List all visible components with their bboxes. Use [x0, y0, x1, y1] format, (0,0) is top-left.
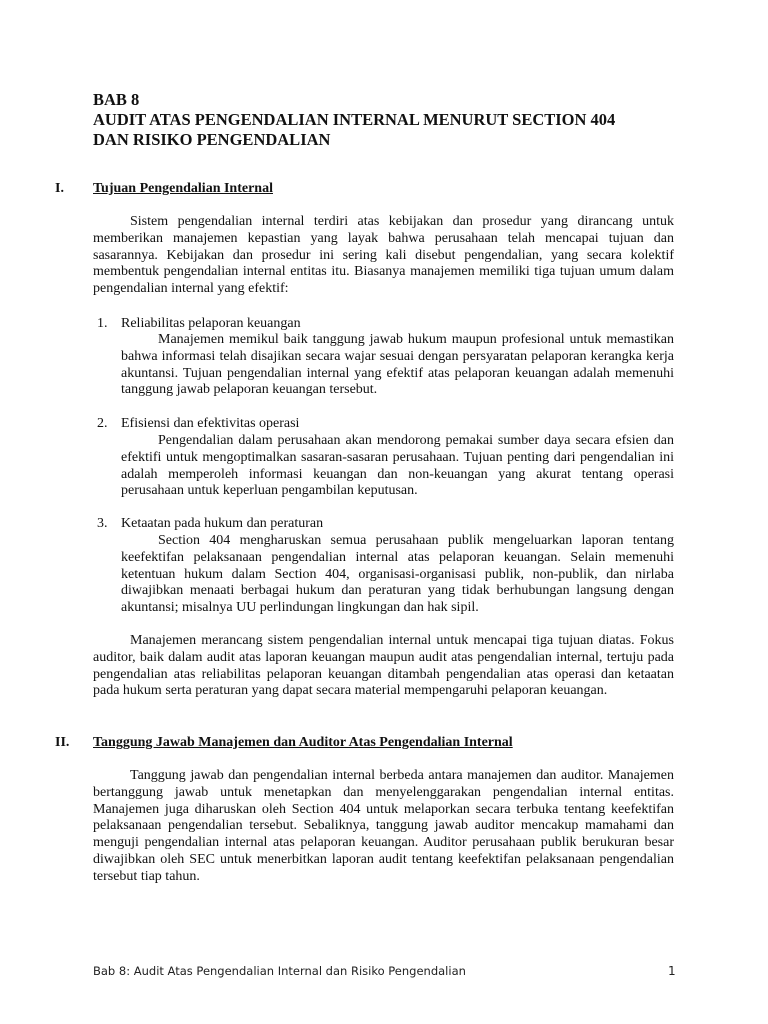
item-2-number: 2. [97, 416, 108, 431]
item-1-body: Manajemen memikul baik tanggung jawab hukum maupun profesional untuk memastikan bahwa informasi telah disajikan secara wajar sesuai dengan persyaratan pelaporan kerangka kerja akuntansi. Tujuan pengendalian internal yang efektif atas pelaporan keuangan adalah memenuhi tanggung jawab pelaporan keuangan tersebut. [121, 332, 674, 398]
item-1-title: Reliabilitas pelaporan keuangan [121, 316, 301, 331]
chapter-number: BAB 8 [93, 90, 140, 109]
chapter-title-line-1: AUDIT ATAS PENGENDALIAN INTERNAL MENURUT SECTION 404 [93, 110, 616, 129]
section-1-intro: Sistem pengendalian internal terdiri atas kebijakan dan prosedur yang dirancang untuk memberikan manajemen kepastian yang layak bahwa perusahaan telah mencapai tujuan dan sasarannya. Kebijakan dan prosedur ini sering kali disebut pengendalian, yang secara kolektif membentuk pengendalian internal entitas itu. Biasanya manajemen memiliki tiga tujuan umum dalam pengendalian internal yang efektif: [93, 214, 674, 297]
page-number: 1 [668, 964, 676, 978]
page-footer: Bab 8: Audit Atas Pengendalian Internal dan Risiko Pengendalian [93, 964, 466, 978]
item-3-body: Section 404 mengharuskan semua perusahaan publik mengeluarkan laporan tentang keefektifan pelaksanaan pengendalian internal atas pelaporan keuangan. Selain memenuhi ketentuan hukum dalam Section 404, organisasi-organisasi publik, non-publik, dan nirlaba diwajibkan menaati berbagai hukum dan peraturan yang tidak berhubungan langsung dengan akuntansi; misalnya UU perlindungan lingkungan dan hak sipil. [121, 533, 674, 616]
item-1-number: 1. [97, 316, 108, 331]
section-2-heading: Tanggung Jawab Manajemen dan Auditor Atas Pengendalian Internal [93, 735, 513, 750]
item-3-number: 3. [97, 516, 108, 531]
section-1-number: I. [55, 181, 64, 196]
item-2-body: Pengendalian dalam perusahaan akan mendorong pemakai sumber daya secara efsien dan efektifi untuk mengoptimalkan sasaran-sasaran perusahaan. Tujuan penting dari pengendalian ini adalah memperoleh informasi keuangan dan non-keuangan yang akurat tentang operasi perusahaan untuk keperluan pengambilan keputusan. [121, 433, 674, 499]
section-1-heading: Tujuan Pengendalian Internal [93, 181, 273, 196]
chapter-title [93, 90, 693, 150]
item-2-title: Efisiensi dan efektivitas operasi [121, 416, 300, 431]
chapter-title-line-2: DAN RISIKO PENGENDALIAN [93, 130, 331, 149]
section-1-closing: Manajemen merancang sistem pengendalian internal untuk mencapai tiga tujuan diatas. Fokus auditor, baik dalam audit atas laporan keuangan maupun audit atas pengendalian internal, tertuju pada pengendalian atas reliabilitas pelaporan keuangan ditambah pengendalian atas operasi dan ketaatan pada hukum serta peraturan yang dapat secara material mempengaruhi pelaporan keuangan. [93, 633, 674, 699]
section-2-body: Tanggung jawab dan pengendalian internal berbeda antara manajemen dan auditor. Manajemen bertanggung jawab untuk menetapkan dan menyelenggarakan pengendalian internal entitas. Manajemen juga diharuskan oleh Section 404 untuk melaporkan secara terbuka tentang keefektifan pelaksanaan pengendalian tersebut. Sebaliknya, tanggung jawab auditor mencakup mamahami dan menguji pengendalian internal atas pelaporan keuangan. Auditor perusahaan publik berukuran besar diwajibkan oleh SEC untuk menerbitkan laporan audit tentang keefektifan pelaksanaan pengendalian tersebut tiap tahun. [93, 768, 674, 884]
item-3-title: Ketaatan pada hukum dan peraturan [121, 516, 324, 531]
section-2-number: II. [55, 735, 70, 750]
